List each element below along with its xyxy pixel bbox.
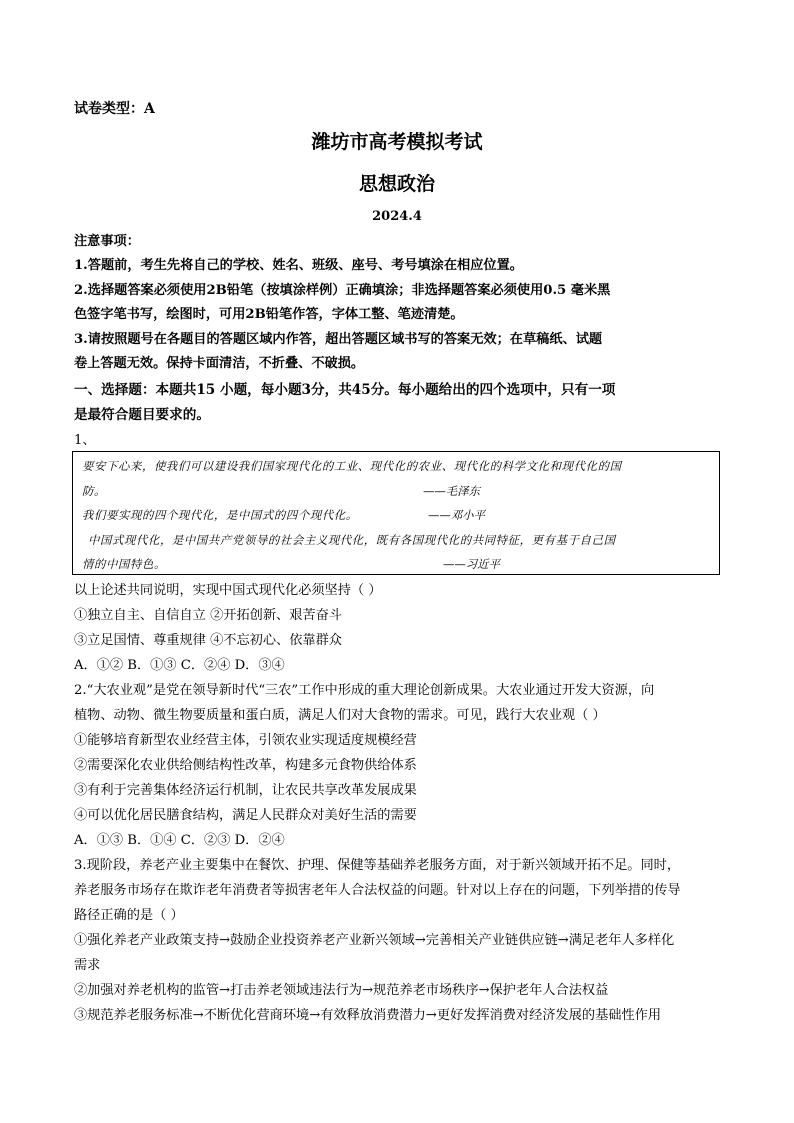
quote-line: 防。 [82, 484, 106, 498]
quote-author: ——毛泽东 [423, 484, 480, 498]
question-option: ②需要深化农业供给侧结构性改革，构建多元食物供给体系 [74, 758, 417, 773]
notice-item: 卷上答题无效。保持卡面清洁，不折叠、不破损。 [74, 356, 365, 371]
subject-title: 思想政治 [358, 173, 435, 195]
question-stem: 植物、动物、微生物要质量和蛋白质，满足人们对大食物的需求。可见，践行大农业观（ ） [74, 708, 606, 723]
quote-line: 情的中国特色。 [82, 557, 166, 571]
question-stem: 路径正确的是（ ） [74, 908, 184, 923]
exam-title: 潍坊市高考模拟考试 [311, 131, 483, 153]
question-option: ③立足国情、尊重规律 ④不忘初心、依靠群众 [74, 633, 342, 648]
question-option: ③有利于完善集体经济运行机制，让农民共享改革发展成果 [74, 783, 417, 798]
notice-item: 1.答题前，考生先将自己的学校、姓名、班级、座号、考号填涂在相应位置。 [74, 258, 523, 273]
exam-date: 2024.4 [372, 209, 422, 224]
question-stem: 以上论述共同说明，实现中国式现代化必须坚持（ ） [74, 583, 382, 598]
question-option: ①强化养老产业政策支持→鼓励企业投资养老产业新兴领域→完善相关产业链供应链→满足老年人多样化 [74, 933, 675, 948]
notice-item: 2.选择题答案必须使用2B铅笔（按填涂样例）正确填涂；非选择题答案必须使用0.5 毫米黑 [74, 283, 611, 298]
question-option: ④可以优化居民膳食结构，满足人民群众对美好生活的需要 [74, 808, 417, 823]
notice-item: 色签字笔书写，绘图时，可用2B铅笔作答，字体工整、笔迹清楚。 [74, 307, 464, 322]
answer-choices: A．①③ B．①④ C．②③ D．②④ [74, 833, 285, 848]
quote-line: 要安下心来，使我们可以建设我们国家现代化的工业、现代化的农业、现代化的科学文化和现代化的国 [82, 459, 622, 473]
section-instructions: 是最符合题目要求的。 [74, 407, 210, 423]
quote-box [72, 451, 720, 575]
exam-type: 试卷类型：A [74, 101, 155, 117]
question-option: 需求 [74, 958, 101, 973]
question-stem: 养老服务市场存在欺诈老年消费者等损害老年人合法权益的问题。针对以上存在的问题，下列举措的传导 [74, 883, 681, 898]
notice-item: 3.请按照题号在各题目的答题区域内作答，超出答题区域书写的答案无效；在草稿纸、试题 [74, 332, 603, 347]
quote-author: ——邓小平 [428, 508, 485, 522]
answer-choices: A．①② B．①③ C．②④ D．③④ [74, 658, 285, 673]
quote-line: 中国式现代化，是中国共产党领导的社会主义现代化，既有各国现代化的共同特征，更有基于自己国 [88, 533, 616, 547]
quote-author: ——习近平 [443, 557, 500, 571]
question-option: ③规范养老服务标准→不断优化营商环境→有效释放消费潜力→更好发挥消费对经济发展的基础性作用 [74, 1008, 662, 1023]
question-stem: 2.“大农业观”是党在领导新时代“三农”工作中形成的重大理论创新成果。大农业通过开发大资源，向 [74, 683, 655, 698]
question-1-number: 1、 [74, 433, 96, 448]
notice-heading: 注意事项： [74, 234, 140, 249]
question-stem: 3.现阶段，养老产业主要集中在餐饮、护理、保健等基础养老服务方面，对于新兴领域开拓不足。同时， [74, 858, 681, 873]
question-option: ①能够培育新型农业经营主体，引领农业实现适度规模经营 [74, 733, 417, 748]
quote-line: 我们要实现的四个现代化，是中国式的四个现代化。 [82, 508, 358, 522]
section-instructions: 一、选择题：本题共15 小题，每小题3分，共45分。每小题给出的四个选项中，只有一项 [74, 382, 616, 398]
question-option: ②加强对养老机构的监管→打击养老领域违法行为→规范养老市场秩序→保护老年人合法权益 [74, 983, 609, 998]
question-option: ①独立自主、自信自立 ②开拓创新、艰苦奋斗 [74, 608, 342, 623]
